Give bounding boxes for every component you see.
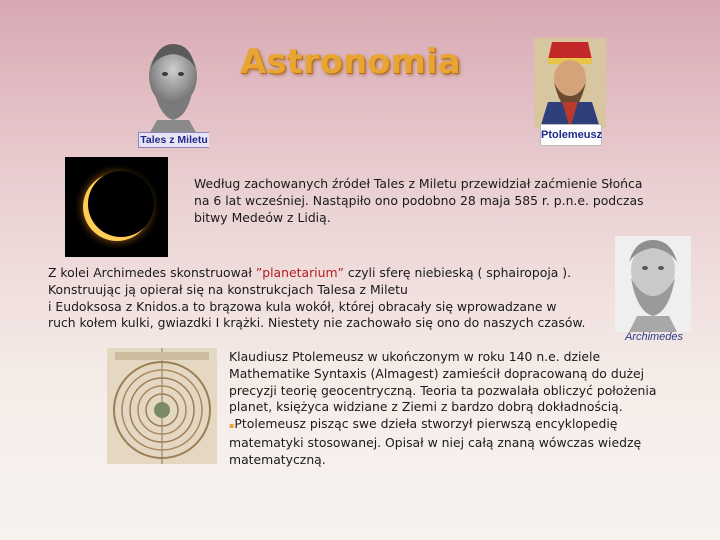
thales-bust-image xyxy=(137,38,209,138)
para3-text: Klaudiusz Ptolemeusz w ukończonym w roku 140 n.e. dziele Mathematike Syntaxis (Almagest) zamieścił dopracowaną do dużej precyzji teorię geocentryczną. Teoria ta pozwalała obliczyć położenia planet, księżyca widziane z Ziemi z bardzo dobrą dokładnością. xyxy=(229,349,657,415)
para2-line-3: i Eudoksosa z Knidos.a to brązowa kula wokół, której obracały się wprowadzane w xyxy=(48,298,557,314)
thales-portrait xyxy=(137,38,209,148)
ptolemy-almagest-paragraph xyxy=(229,349,677,469)
geocentric-diagram-image xyxy=(107,348,217,464)
thales-eclipse-paragraph: Według zachowanych źródeł Tales z Miletu przewidział zaćmienie Słońca na 6 lat wcześniej. Nastąpiło ono podobno 28 maja 585 r. p.n.e. podczas bitwy Medeów z Lidią. xyxy=(194,176,644,225)
archimedes-caption: Archimedes xyxy=(624,331,684,343)
archimedes-bust-image xyxy=(615,236,691,332)
solar-eclipse-image xyxy=(65,157,168,257)
para2-line-1: Z kolei Archimedes skonstruował ”planetarium” czyli sferę niebieską ( sphairopoja ). xyxy=(48,265,572,280)
ptolemy-painting-image xyxy=(534,38,606,128)
para3-text-2: ▪Ptolemeusz pisząc swe dzieła stworzył pierwszą encyklopedię matematyki stosowanej. Opisał w niej całą znaną wówczas wiedzę matematyczną. xyxy=(229,416,642,467)
ptolemy-caption: Ptolemeusz xyxy=(540,124,602,146)
bullet-icon: ▪ xyxy=(229,421,235,431)
geocentric-diagram-graphic xyxy=(107,348,217,464)
para2-line-2: Konstruując ją opierał się na konstrukcjach Talesa z Miletu xyxy=(48,281,408,297)
para2-line-4: ruch kołem kulki, gwiazdki I krążki. Niestety nie zachowało się ono do naszych czasów. xyxy=(48,315,586,331)
ptolemy-portrait xyxy=(534,38,606,148)
archimedes-portrait xyxy=(615,236,691,346)
planetarium-highlight: ”planetarium” xyxy=(255,265,344,280)
thales-caption: Tales z Miletu xyxy=(138,132,209,148)
slide-title: Astronomia xyxy=(240,42,461,82)
eclipse-graphic xyxy=(65,157,168,257)
archimedes-planetarium-paragraph xyxy=(48,265,616,332)
